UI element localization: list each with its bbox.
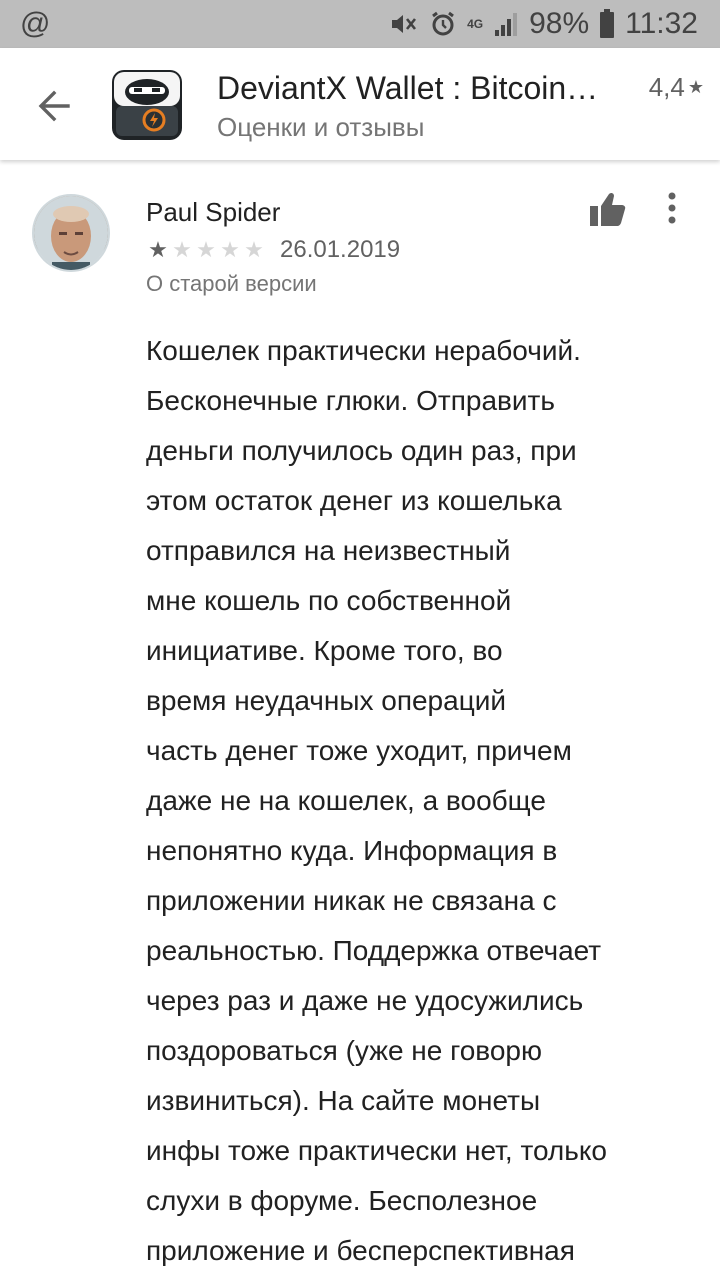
app-icon[interactable] — [110, 68, 184, 142]
status-icons — [389, 6, 698, 42]
network-type: 4G — [467, 17, 484, 31]
star-icon: ★ — [687, 77, 704, 97]
star-empty-icon: ★ — [220, 237, 240, 262]
app-title: DeviantX Wallet : Bitcoin… — [217, 70, 599, 106]
alarm-icon — [429, 10, 457, 38]
signal-icon — [493, 10, 519, 38]
review-text: Кошелек практически нерабочий. Бесконечные глюки. Отправить деньги получилось один раз, при этом остаток денег из кошелька отправился на неизвестный мне кошель по собственной инициативе. Кроме того, во время неудачных операций часть денег тоже уходит, причем даже не на кошелек, а вообще непонятно куда. Информация в приложении никак не связана с реальностью. Поддержка отвечает через раз и даже не удосужились поздороваться (уже не говорю извиниться). На сайте монеты инфы тоже практически нет, только слухи в форуме. Бесполезное приложение и бесперспективная — [146, 335, 607, 1266]
battery-percent: 98% — [529, 7, 590, 40]
reviewer-name: Paul Spider — [146, 197, 281, 227]
star-empty-icon: ★ — [196, 237, 216, 262]
star-empty-icon: ★ — [244, 237, 264, 262]
review-rating — [146, 236, 400, 264]
avatar[interactable] — [34, 196, 108, 270]
clock: 11:32 — [625, 7, 698, 40]
arrow-back-icon[interactable] — [30, 82, 78, 130]
review-date: 26.01.2019 — [280, 236, 401, 263]
review-card — [0, 160, 720, 1280]
page-subtitle: Оценки и отзывы — [217, 112, 425, 142]
status-bar — [0, 0, 720, 48]
app-header — [0, 48, 720, 160]
app-rating-value: 4,4 — [648, 72, 685, 102]
star-filled-icon: ★ — [148, 237, 168, 262]
star-empty-icon: ★ — [172, 237, 192, 262]
battery-icon — [599, 9, 615, 39]
version-note: О старой версии — [146, 271, 317, 296]
app-rating — [649, 72, 704, 103]
at-sign-icon: @ — [20, 7, 51, 40]
mute-icon — [389, 10, 419, 38]
thumbs-up-icon[interactable] — [588, 190, 628, 230]
more-vertical-icon[interactable] — [658, 190, 686, 230]
